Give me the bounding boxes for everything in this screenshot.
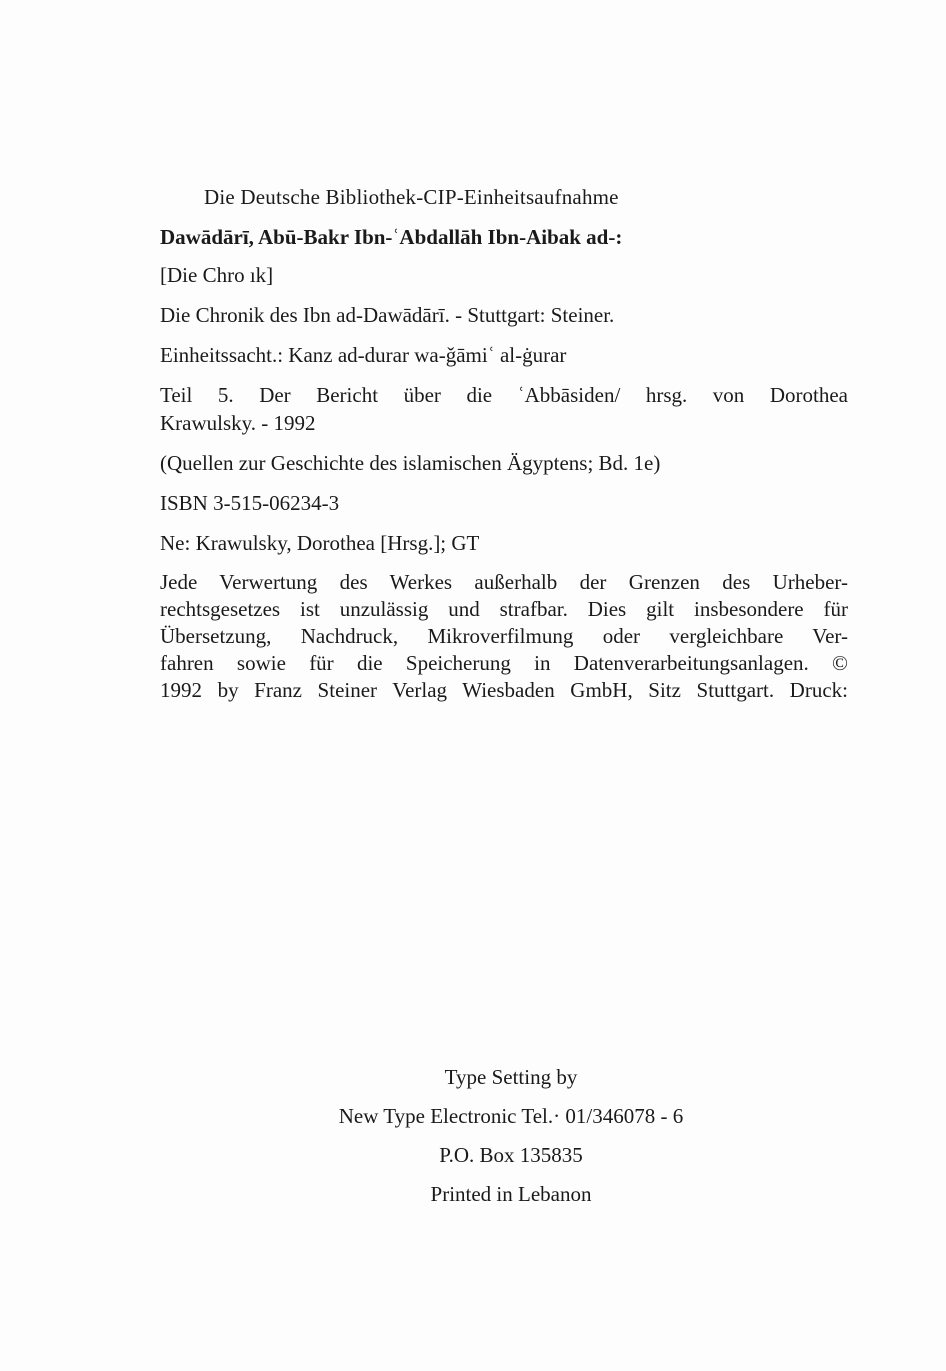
imprint-company-phone: New Type Electronic Tel.· 01/346078 - 6 (338, 1104, 684, 1128)
cip-uniform-title: [Die Chro ık] (160, 263, 274, 287)
cip-part-line-2: Krawulsky. - 1992 (160, 411, 316, 435)
imprint-printed-in: Printed in Lebanon (430, 1182, 592, 1206)
copyright-notice (160, 569, 848, 704)
notice-line: Jede Verwertung des Werkes außerhalb der Grenzen des Urheber- (160, 570, 848, 594)
imprint-typesetting: Type Setting by (444, 1065, 578, 1089)
imprint-po-box: P.O. Box 135835 (439, 1143, 583, 1167)
notice-line: Übersetzung, Nachdruck, Mikroverfilmung oder vergleichbare Ver- (160, 624, 848, 648)
cip-series: (Quellen zur Geschichte des islamischen Ägyptens; Bd. 1e) (160, 451, 661, 475)
cip-author: Dawādārī, Abū-Bakr Ibn-ʿAbdallāh Ibn-Aibak ad-: (160, 225, 623, 249)
notice-line: 1992 by Franz Steiner Verlag Wiesbaden GmbH, Sitz Stuttgart. Druck: (160, 678, 848, 702)
notice-line: rechtsgesetzes ist unzulässig und strafbar. Dies gilt insbesondere für (160, 597, 848, 621)
cip-record (160, 183, 848, 704)
cip-ne: Ne: Krawulsky, Dorothea [Hrsg.]; GT (160, 531, 480, 555)
cip-header: Die Deutsche Bibliothek-CIP-Einheitsaufnahme (204, 185, 619, 209)
cip-part-line-1: Teil 5. Der Bericht über die ʿAbbāsiden/ hrsg. von Dorothea (160, 383, 848, 407)
printer-imprint (0, 1058, 946, 1214)
cip-einheitssacht: Einheitssacht.: Kanz ad-durar wa-ǧāmiʿ al-ġurar (160, 343, 567, 367)
notice-line: fahren sowie für die Speicherung in Datenverarbeitungsanlagen. © (160, 651, 848, 675)
cip-isbn: ISBN 3-515-06234-3 (160, 491, 340, 515)
cip-part (160, 381, 848, 437)
cip-title-line: Die Chronik des Ibn ad-Dawādārī. - Stuttgart: Steiner. (160, 303, 615, 327)
